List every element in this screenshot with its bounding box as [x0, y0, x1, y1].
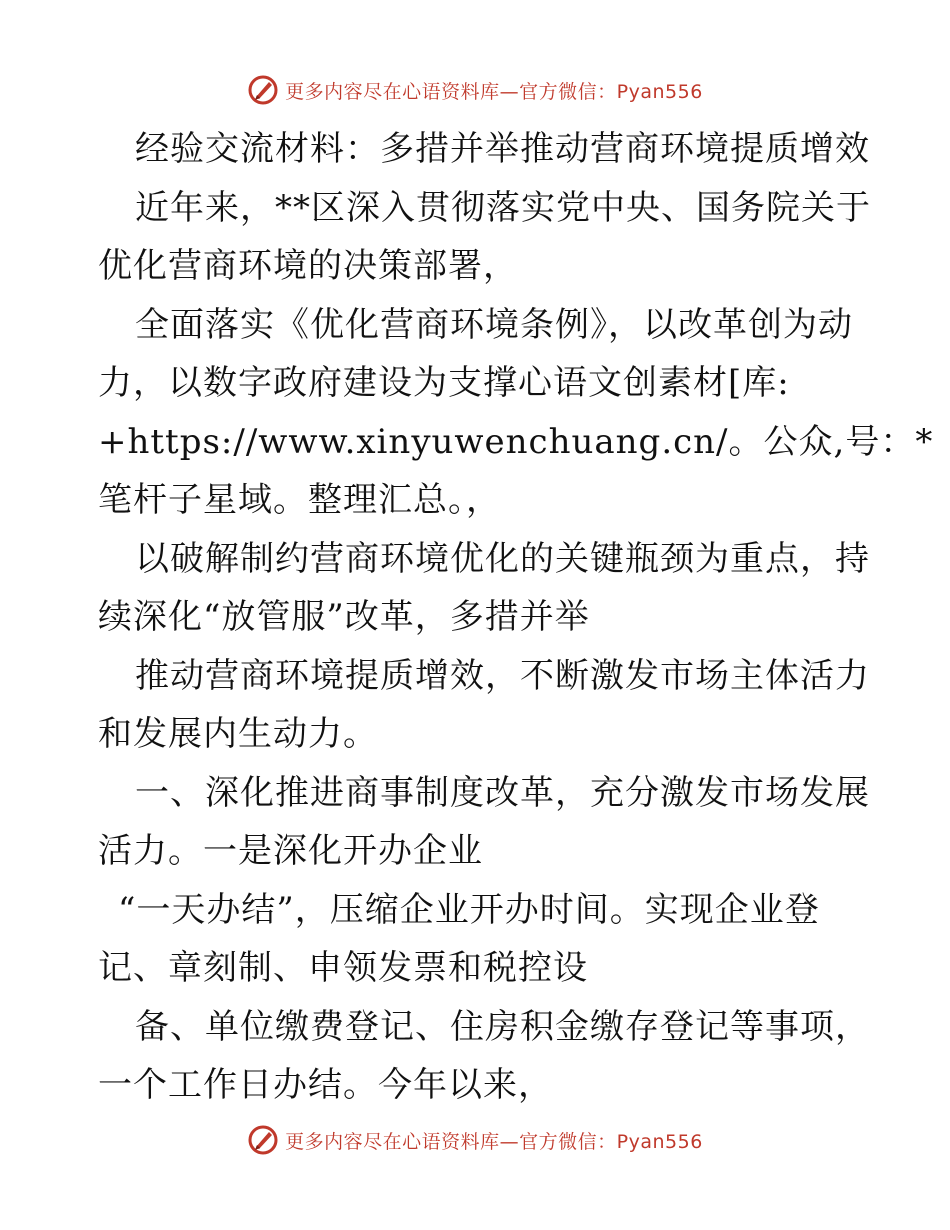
- paragraph-line: 和发展内生动力。: [98, 714, 378, 754]
- banner-text: [285, 1127, 703, 1154]
- paragraph-line: 记、章刻制、申领发票和税控设: [98, 948, 588, 988]
- paragraph-line: 以破解制约营商环境优化的关键瓶颈为重点，持: [135, 538, 870, 579]
- header-banner: [0, 70, 950, 110]
- paragraph-line: 笔杆子星域。整理汇总。，: [98, 480, 501, 520]
- paragraph-line: 优化营商环境的决策部署，: [98, 246, 518, 286]
- banner-label: 更多内容尽在心语资料库—官方微信：: [285, 1130, 617, 1153]
- banner-wechat-handle: Pyan556: [616, 1130, 703, 1153]
- paragraph-line: 一个工作日办结。今年以来，: [98, 1065, 553, 1105]
- paragraph-line: “一天办结”，压缩企业开办时间。实现企业登: [118, 889, 820, 930]
- document-title: 经验交流材料：多措并举推动营商环境提质增效: [135, 129, 870, 169]
- paragraph-line: 推动营商环境提质增效，不断激发市场主体活力: [135, 655, 870, 696]
- banner-content: [247, 1124, 703, 1156]
- banner-wechat-handle: Pyan556: [616, 80, 703, 103]
- quill-logo-icon: [247, 1124, 279, 1156]
- paragraph-line: 活力。一是深化开办企业: [98, 831, 483, 871]
- paragraph-line: 续深化“放管服”改革，多措并举: [98, 597, 590, 637]
- paragraph-line: 近年来，**区深入贯彻落实党中央、国务院关于: [135, 187, 871, 228]
- paragraph-line: 备、单位缴费登记、住房积金缴存登记等事项，: [135, 1006, 870, 1047]
- footer-banner: [0, 1120, 950, 1160]
- paragraph-line: 全面落实《优化营商环境条例》，以改革创为动: [135, 304, 853, 345]
- section-heading-line: 一、深化推进商事制度改革，充分激发市场发展: [135, 772, 870, 813]
- banner-text: [285, 77, 703, 104]
- paragraph-line: +https://www.xinyuwenchuang.cn/。公众,号：*: [98, 421, 934, 462]
- document-body: [98, 120, 934, 1115]
- quill-logo-icon: [247, 74, 279, 106]
- banner-content: [247, 74, 703, 106]
- paragraph-line: 力，以数字政府建设为支撑心语文创素材[库:: [98, 363, 790, 403]
- banner-label: 更多内容尽在心语资料库—官方微信：: [285, 80, 617, 103]
